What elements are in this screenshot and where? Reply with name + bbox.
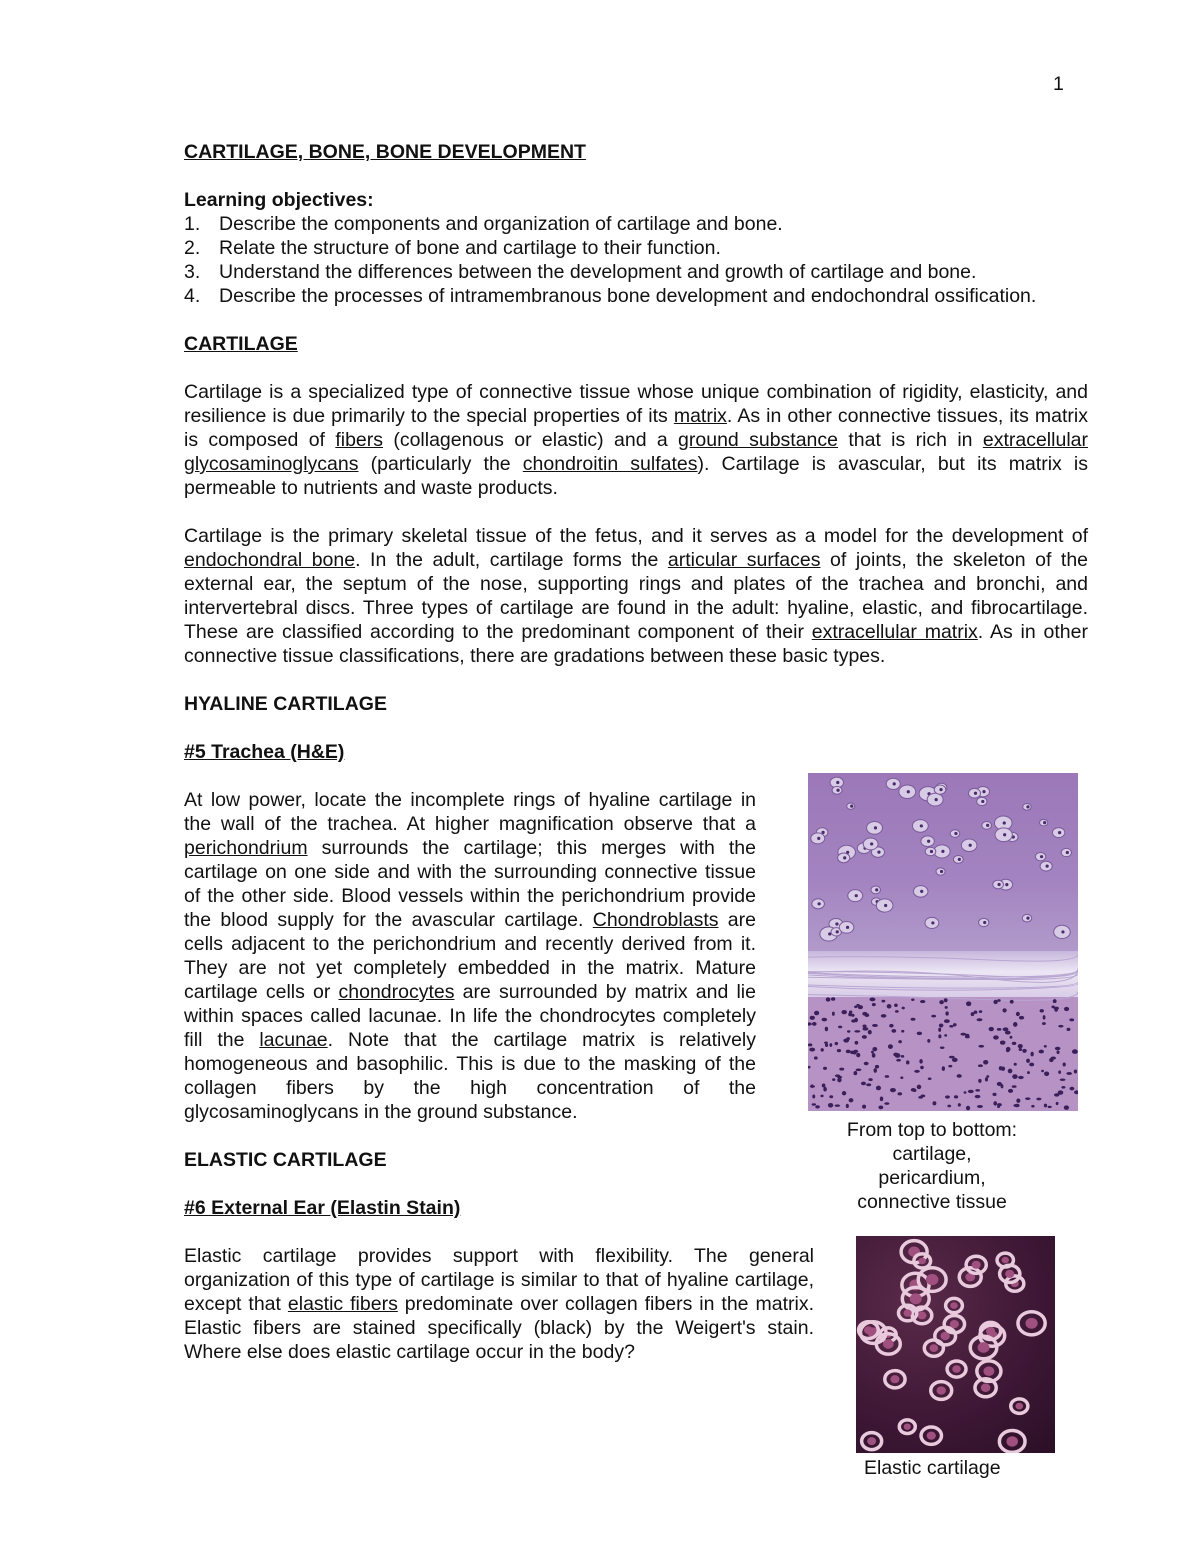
cartilage-paragraph-1: Cartilage is a specialized type of connective tissue whose unique combination of rigidity, elasticity, and resilience is due primarily to the special properties of its matrix. As in other connective tissues, its matrix is composed of fibers (collagenous or elastic) and a ground substance that is rich in extracellular glycosaminoglycans (particularly the chondroitin sulfates). Cartilage is avascular, but its matrix is permeable to nutrients and waste products.	[184, 381, 1088, 499]
caption-line: cartilage,	[892, 1143, 972, 1165]
page-number: 1	[1053, 73, 1064, 95]
list-item: 1. Describe the components and organization of cartilage and bone.	[184, 213, 783, 235]
cartilage-paragraph-2: Cartilage is the primary skeletal tissue of the fetus, and it serves as a model for the development of endochondral bone. In the adult, cartilage forms the articular surfaces of joints, the skeleton of the external ear, the septum of the nose, supporting rings and plates of the trachea and bronchi, and intervertebral discs. Three types of cartilage are found in the adult: hyaline, elastic, and fibrocartilage. These are classified according to the predominant component of their extracellular matrix. As in other connective tissue classifications, there are gradations between these basic types.	[184, 525, 1089, 667]
list-item: 3. Understand the differences between the development and growth of cartilage and bone.	[184, 261, 977, 283]
cartilage-heading: CARTILAGE	[184, 333, 298, 355]
hyaline-figure-caption	[808, 1118, 1056, 1214]
objectives-heading: Learning objectives:	[184, 189, 374, 211]
caption-line: connective tissue	[857, 1191, 1007, 1213]
hyaline-heading: HYALINE CARTILAGE	[184, 693, 387, 715]
caption-line: From top to bottom:	[846, 1119, 1018, 1141]
objectives-list	[184, 212, 1088, 308]
hyaline-paragraph: At low power, locate the incomplete rings of hyaline cartilage in the wall of the trachea. At higher magnification observe that a perichondrium surrounds the cartilage; this merges with the cartilage on one side and with the surrounding connective tissue of the other side. Blood vessels within the perichondrium provide the blood supply for the avascular cartilage. Chondroblasts are cells adjacent to the perichondrium and recently derived from it. They are not yet completely embedded in the matrix. Mature cartilage cells or chondrocytes are surrounded by matrix and lie within spaces called lacunae. In life the chondrocytes completely fill the lacunae. Note that the cartilage matrix is relatively homogeneous and basophilic. This is due to the masking of the collagen fibers by the high concentration of the glycosaminoglycans in the ground substance.	[184, 789, 756, 1123]
hyaline-slide-title: #5 Trachea (H&E)	[184, 741, 345, 763]
caption-line: pericardium,	[878, 1167, 986, 1189]
elastic-figure-caption: Elastic cartilage	[864, 1457, 1001, 1479]
elastic-cartilage-micrograph	[856, 1236, 1055, 1453]
elastic-heading: ELASTIC CARTILAGE	[184, 1149, 387, 1171]
elastic-slide-title: #6 External Ear (Elastin Stain)	[184, 1197, 461, 1219]
hyaline-cartilage-micrograph	[808, 773, 1078, 1111]
list-item: 4. Describe the processes of intramembranous bone development and endochondral ossification.	[184, 285, 1037, 307]
document-title: CARTILAGE, BONE, BONE DEVELOPMENT	[184, 141, 586, 163]
elastic-paragraph: Elastic cartilage provides support with flexibility. The general organization of this type of cartilage is similar to that of hyaline cartilage, except that elastic fibers predominate over collagen fibers in the matrix. Elastic fibers are stained specifically (black) by the Weigert's stain. Where else does elastic cartilage occur in the body?	[184, 1245, 814, 1363]
micrograph-cells	[808, 773, 1078, 1111]
micrograph-cells	[856, 1236, 1055, 1453]
list-item: 2. Relate the structure of bone and cartilage to their function.	[184, 237, 721, 259]
